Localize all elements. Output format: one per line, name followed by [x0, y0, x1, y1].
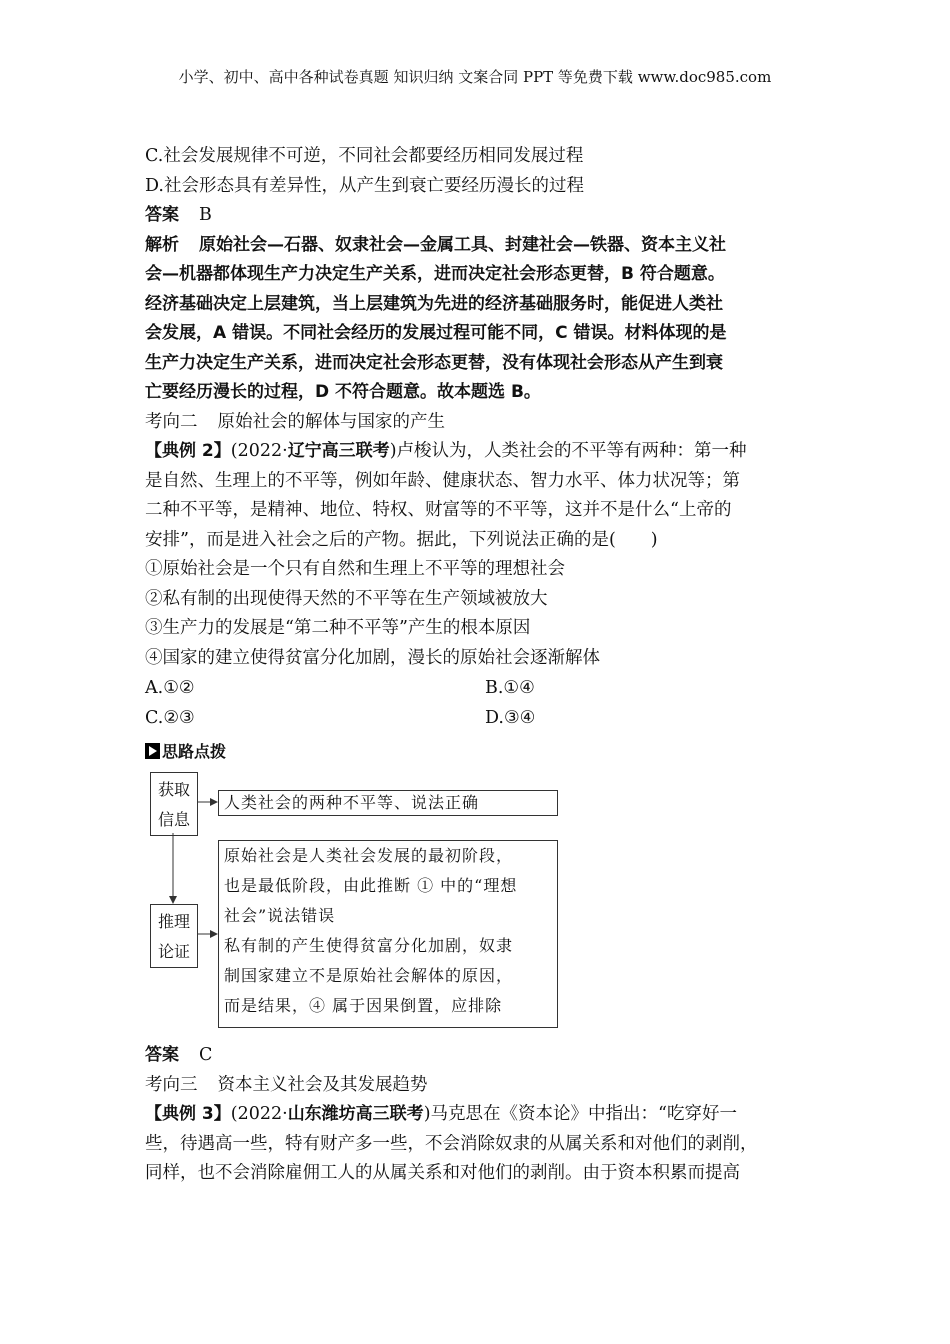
analysis-line: 亡要经历漫长的过程，D 不符合题意。故本题选 B。: [145, 382, 541, 402]
analysis-label: 解析: [145, 234, 179, 255]
reasoning-line: 社会”说法错误: [224, 906, 336, 925]
analysis-line: 会发展，A 错误。不同社会经历的发展过程可能不同，C 错误。材料体现的是: [145, 323, 727, 343]
statement: ③生产力的发展是“第二种不平等”产生的根本原因: [145, 618, 531, 638]
answer-value: C: [199, 1045, 213, 1065]
example-2-line: 安排”，而是进入社会之后的产物。据此，下列说法正确的是( ): [145, 529, 658, 550]
tip-heading: 思路点拨: [145, 739, 825, 762]
analysis-line: 经济基础决定上层建筑，当上层建筑为先进的经济基础服务时，能促进人类社: [145, 293, 723, 314]
reasoning-diagram: [145, 772, 565, 1027]
step-reasoning-box: 推理 论证: [150, 904, 198, 968]
section-heading-3: 考向三 资本主义社会及其发展趋势: [145, 1074, 428, 1095]
option-a: A.①②: [145, 678, 195, 698]
statement: ④国家的建立使得贫富分化加剧，漫长的原始社会逐渐解体: [145, 647, 600, 668]
reasoning-line: 也是最低阶段，由此推断 ① 中的“理想: [224, 876, 518, 895]
option-c: C.②③: [145, 708, 195, 728]
option-c-prev: C.社会发展规律不可逆，不同社会都要经历相同发展过程: [145, 146, 584, 166]
example-3-line: 同样，也不会消除雇佣工人的从属关系和对他们的剥削。由于资本积累而提高: [145, 1163, 740, 1183]
document-body: [145, 142, 825, 1189]
diagram-arrows: [145, 772, 565, 1027]
reasoning-line: 而是结果，④ 属于因果倒置，应排除: [224, 996, 503, 1015]
answer-1: [145, 201, 825, 231]
analysis-line: 生产力决定生产关系，进而决定社会形态更替，没有体现社会形态从产生到衰: [145, 352, 723, 373]
example-tag: 【典例 3】: [145, 1104, 231, 1124]
example-2-line: 【典例 2】(2022·辽宁高三联考)卢梭认为，人类社会的不平等有两种：第一种: [145, 441, 747, 461]
example-2-line: 是自然、生理上的不平等，例如年龄、健康状态、智力水平、体力状况等；第: [145, 470, 740, 491]
step-get-info-box: 获取 信息: [150, 772, 198, 836]
example-source: (2022·辽宁高三联考): [230, 441, 397, 461]
example-3-line: 些，待遇高一些，特有财产多一些，不会消除奴隶的从属关系和对他们的剥削，: [145, 1133, 758, 1154]
options-row: [145, 703, 825, 733]
options-row: [145, 673, 825, 703]
answer-label: 答案: [145, 1045, 179, 1065]
reasoning-line: 制国家建立不是原始社会解体的原因，: [224, 966, 514, 985]
example-source: (2022·山东潍坊高三联考): [230, 1104, 431, 1124]
analysis-line: 解析 原始社会—石器、奴隶社会—金属工具、封建社会—铁器、资本主义社: [145, 234, 726, 255]
reasoning-line: 私有制的产生使得贫富分化加剧，奴隶: [224, 936, 514, 955]
answer-value: B: [199, 205, 212, 225]
page-header[interactable]: 小学、初中、高中各种试卷真题 知识归纳 文案合同 PPT 等免费下载 www.doc985.com: [178, 68, 772, 86]
option-d: D.③④: [485, 708, 536, 728]
option-d-prev: D.社会形态具有差异性，从产生到衰亡要经历漫长的过程: [145, 175, 584, 196]
analysis-block: [145, 231, 825, 408]
option-b: B.①④: [485, 678, 535, 698]
example-2-line: 二种不平等，是精神、地位、特权、财富等的不平等，这并不是什么“上帝的: [145, 500, 732, 520]
answer-label: 答案: [145, 205, 179, 225]
example-3-line: 【典例 3】(2022·山东潍坊高三联考)马克思在《资本论》中指出：“吃穿好一: [145, 1104, 737, 1124]
reasoning-line: 原始社会是人类社会发展的最初阶段，: [224, 846, 514, 865]
example-tag: 【典例 2】: [145, 441, 231, 461]
statement: ②私有制的出现使得天然的不平等在生产领域被放大: [145, 588, 548, 609]
answer-2: [145, 1041, 825, 1071]
statement: ①原始社会是一个只有自然和生理上不平等的理想社会: [145, 559, 565, 579]
section-heading-2: 考向二 原始社会的解体与国家的产生: [145, 411, 445, 432]
play-icon: [145, 743, 160, 759]
analysis-line: 会—机器都体现生产力决定生产关系，进而决定社会形态更替，B 符合题意。: [145, 264, 725, 284]
info-box: 人类社会的两种不平等、说法正确: [218, 790, 558, 816]
